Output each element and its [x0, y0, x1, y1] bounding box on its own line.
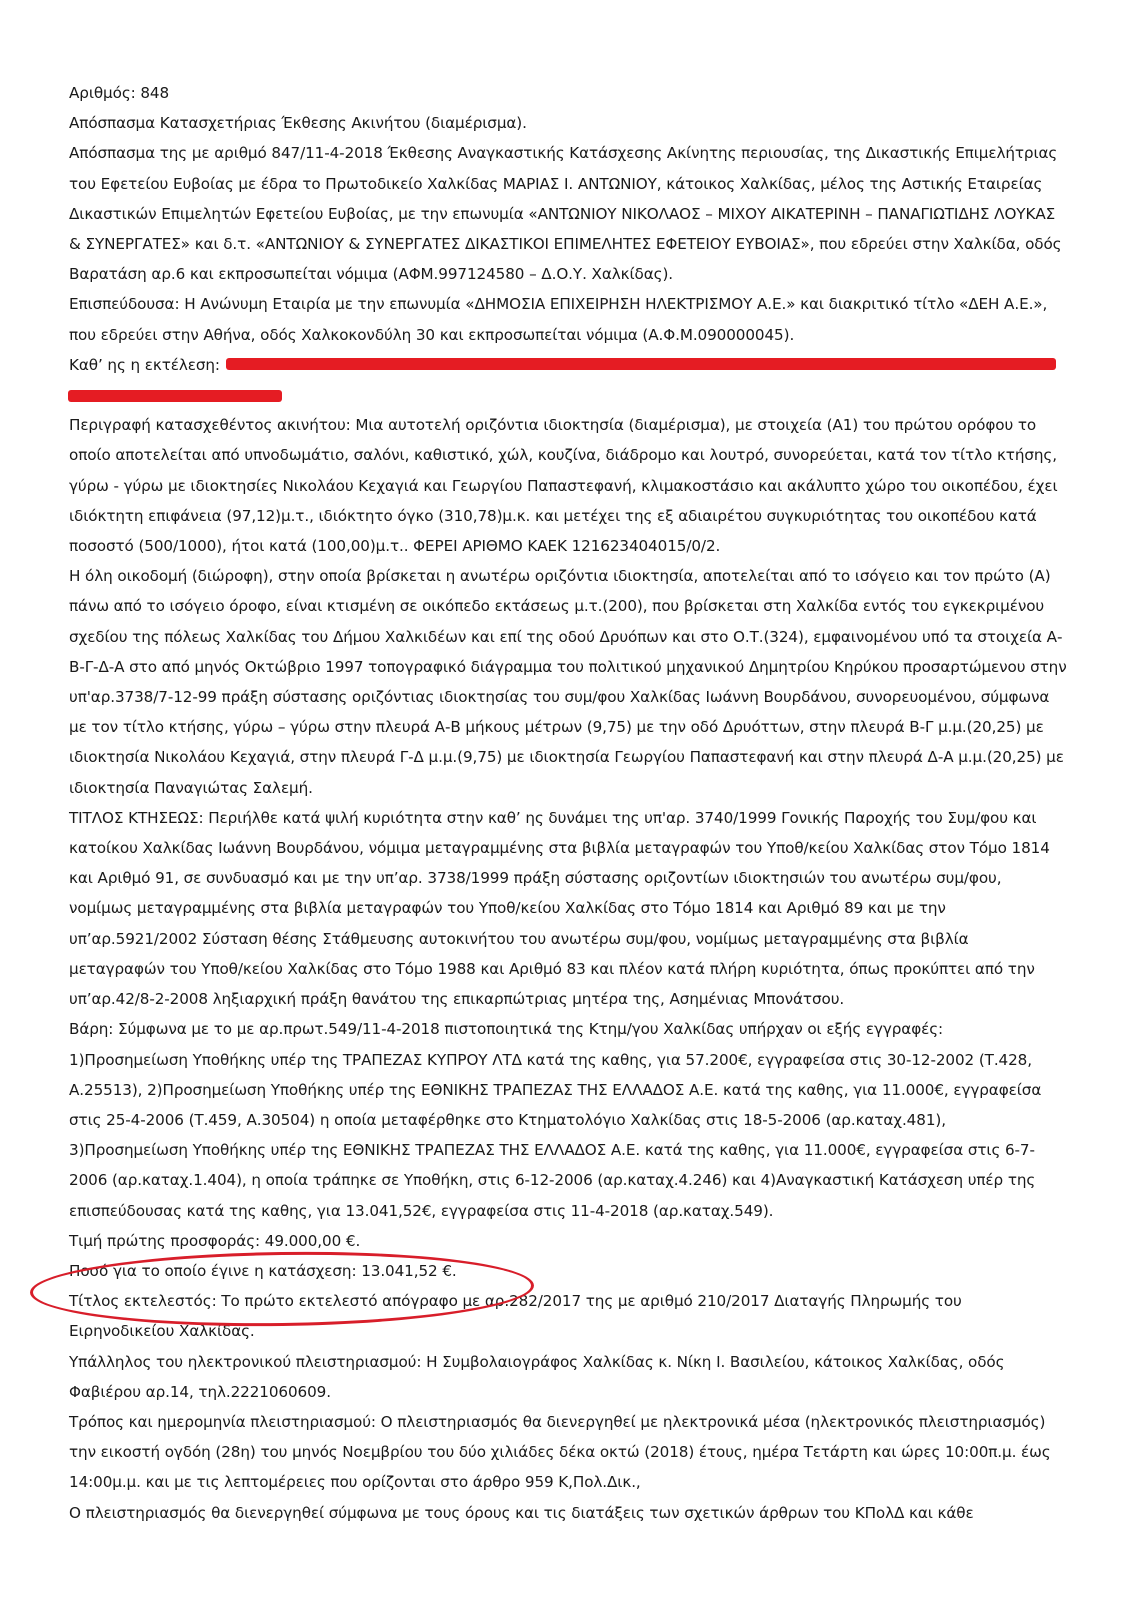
- auction-officer: Υπάλληλος του ηλεκτρονικού πλειστηριασμού: Η Συμβολαιογράφος Χαλκίδας κ. Νίκη Ι. Βασιλείου, κάτοικος Χαλκίδας, οδός Φαβιέρου αρ.14, τηλ.2221060609.: [69, 1352, 1005, 1401]
- title-deed-paragraph: ΤΙΤΛΟΣ ΚΤΗΣΕΩΣ: Περιήλθε κατά ψιλή κυριότητα στην καθ’ ης δυνάμει της υπ'αρ. 3740/1999 Γονικής Παροχής του Συμ/φου και κατοίκου Χαλκίδας Ιωάννη Βουρδάνου, νόμιμα μεταγραμμένης στα βιβλία μεταγραφών του Υποθ/κείου Χαλκίδας στον Τόμο 1814 και Αριθμό 91, σε συνδυασμό και με την υπ’αρ. 3738/1999 πράξη σύστασης οριζοντίων ιδιοκτησιών του ανωτέρω συμ/φου, νομίμως μεταγραμμένης στα βιβλία μεταγραφών του Υποθ/κείου Χαλκίδας στο Τόμο 1814 και Αριθμό 89 και με την υπ’αρ.5921/2002 Σύσταση θέσης Στάθμευσης αυτοκινήτου του ανωτέρω συμ/φου, νομίμως μεταγραμμένης στα βιβλία μεταγραφών του Υποθ/κείου Χαλκίδας στο Τόμο 1988 και Αριθμό 83 και πλέον κατά πλήρη κυριότητα, όπως προκύπτει από την υπ’αρ.42/8-2-2008 ληξιαρχική πράξη θανάτου της επικαρπώτριας μητέρα της, Ασημένιας Μπονάτσου.: [69, 808, 1050, 1009]
- document-body: [69, 78, 1069, 1528]
- document-number: Αριθμός: 848: [69, 84, 170, 102]
- document-title: Απόσπασμα Κατασχετήριας Έκθεσης Ακινήτου (διαμέρισμα).: [69, 114, 527, 133]
- petitioner-paragraph: Επισπεύδουσα: Η Ανώνυμη Εταιρία με την επωνυμία «ΔΗΜΟΣΙΑ ΕΠΙΧΕΙΡΗΣΗ ΗΛΕΚΤΡΙΣΜΟΥ Α.Ε.» και διακριτικό τίτλο «ΔΕΗ Α.Ε.», που εδρεύει στην Αθήνα, οδός Χαλκοκονδύλη 30 και εκπροσωπείται νόμιμα (Α.Φ.Μ.090000045).: [69, 295, 1048, 344]
- enforcement-title: Τίτλος εκτελεστός: Το πρώτο εκτελεστό απόγραφο με αρ.282/2017 της με αριθμό 210/2017 Διαταγής Πληρωμής του Ειρηνοδικείου Χαλκίδας.: [69, 1292, 962, 1341]
- redaction-bar: [226, 358, 1056, 370]
- seizure-amount: Ποσό για το οποίο έγινε η κατάσχεση: 13.041,52 €.: [69, 1261, 457, 1280]
- description-paragraph: Περιγραφή κατασχεθέντος ακινήτου: Μια αυτοτελή οριζόντια ιδιοκτησία (διαμέρισμα), με στοιχεία (Α1) του πρώτου ορόφου το οποίο αποτελείται από υπνοδωμάτιο, σαλόνι, καθιστικό, χώλ, κουζίνα, διάδρομο και λουτρό, συνορεύεται, κατά τον τίτλο κτήσης, γύρω - γύρω με ιδιοκτησίες Νικολάου Κεχαγιά και Γεωργίου Παπαστεφανή, κλιμακοστάσιο και ακάλυπτο χώρο του οικοπέδου, έχει ιδιόκτητη επιφάνεια (97,12)μ.τ., ιδιόκτητο όγκο (310,78)μ.κ. και μετέχει της εξ αδιαιρέτου συγκυριότητας του οικοπέδου κατά ποσοστό (500/1000), ήτοι κατά (100,00)μ.τ.. ΦΕΡΕΙ ΑΡΙΘΜΟ ΚΑΕΚ 121623404015/0/2.: [69, 416, 1058, 556]
- building-paragraph: Η όλη οικοδομή (διώροφη), στην οποία βρίσκεται η ανωτέρω οριζόντια ιδιοκτησία, αποτελείται από το ισόγειο και τον πρώτο (Α) πάνω από το ισόγειο όροφο, είναι κτισμένη σε οικόπεδο εκτάσεως μ.τ.(200), που βρίσκεται στη Χαλκίδα εντός του εγκεκριμένου σχεδίου της πόλεως Χαλκίδας του Δήμου Χαλκιδέων και επί της οδού Δρυόπων και στο Ο.Τ.(324), εμφαινομένου υπό τα στοιχεία Α-Β-Γ-Δ-Α στο από μηνός Οκτώβριο 1997 τοπογραφικό διάγραμμα του πολιτικού μηχανικού Δημητρίου Κηρύκου προσαρτώμενου στην υπ'αρ.3738/7-12-99 πράξη σύστασης οριζόντιας ιδιοκτησίας του συμ/φου Χαλκίδας Ιωάννη Βουρδάνου, συνορευομένου, σύμφωνα με τον τίτλο κτήσης, γύρω – γύρω στην πλευρά Α-Β μήκους μέτρων (9,75) με την οδό Δρυόττων, στην πλευρά Β-Γ μ.μ.(20,25) με ιδιοκτησία Νικολάου Κεχαγιά, στην πλευρά Γ-Δ μ.μ.(9,75) με ιδιοκτησία Γεωργίου Παπαστεφανή και στην πλευρά Δ-Α μ.μ.(20,25) με ιδιοκτησία Παναγιώτας Σαλεμή.: [69, 567, 1067, 797]
- encumbrances-1-2: 1)Προσημείωση Υποθήκης υπέρ της ΤΡΑΠΕΖΑΣ ΚΥΠΡΟΥ ΛΤΔ κατά της καθης, για 57.200€, εγγραφείσα στις 30-12-2002 (Τ.428, Α.25513), 2)Προσημείωση Υποθήκης υπέρ της ΕΘΝΙΚΗΣ ΤΡΑΠΕΖΑΣ ΤΗΣ ΕΛΛΑΔΟΣ Α.Ε. κατά της καθης, για 11.000€, εγγραφείσα στις 25-4-2006 (Τ.459, Α.30504) η οποία μεταφέρθηκε στο Κτηματολόγιο Χαλκίδας στις 18-5-2006 (αρ.καταχ.481),: [69, 1050, 1042, 1129]
- encumbrances-3-4: 3)Προσημείωση Υποθήκης υπέρ της ΕΘΝΙΚΗΣ ΤΡΑΠΕΖΑΣ ΤΗΣ ΕΛΛΑΔΟΣ Α.Ε. κατά της καθης, για 11.000€, εγγραφείσα στις 6-7-2006 (αρ.καταχ.1.404), η οποία τράπηκε σε Υποθήκη, στις 6-12-2006 (αρ.καταχ.4.246) και 4)Αναγκαστική Κατάσχεση υπέρ της επισπεύδουσας κατά της καθης, για 13.041,52€, εγγραφείσα στις 11-4-2018 (αρ.καταχ.549).: [69, 1141, 1036, 1220]
- auction-method: Τρόπος και ημερομηνία πλειστηριασμού: Ο πλειστηριασμός θα διενεργηθεί με ηλεκτρονικά μέσα (ηλεκτρονικός πλειστηριασμός) την εικοστή ογδόη (28η) του μηνός Νοεμβρίου του δύο χιλιάδες δέκα οκτώ (2018) έτους, ημέρα Τετάρτη και ώρες 10:00π.μ. έως 14:00μ.μ. και με τις λεπτομέρειες που ορίζονται στο άρθρο 959 Κ,Πολ.Δικ.,: [69, 1412, 1051, 1492]
- against-label: Καθ’ ης η εκτέλεση:: [69, 355, 220, 374]
- redaction-bar: [68, 390, 282, 402]
- intro-paragraph: Απόσπασμα της με αριθμό 847/11-4-2018 Έκθεσης Αναγκαστικής Κατάσχεσης Ακίνητης περιουσίας, της Δικαστικής Επιμελήτριας του Εφετείου Ευβοίας με έδρα το Πρωτοδικείο Χαλκίδας ΜΑΡΙΑΣ Ι. ΑΝΤΩΝΙΟΥ, κάτοικος Χαλκίδας, μέλος της Αστικής Εταιρείας Δικαστικών Επιμελητών Εφετείου Ευβοίας, με την επωνυμία «ΑΝΤΩΝΙΟΥ ΝΙΚΟΛΑΟΣ – ΜΙΧΟΥ ΑΙΚΑΤΕΡΙΝΗ – ΠΑΝΑΓΙΩΤΙΔΗΣ ΛΟΥΚΑΣ & ΣΥΝΕΡΓΑΤΕΣ» και δ.τ. «ΑΝΤΩΝΙΟΥ & ΣΥΝΕΡΓΑΤΕΣ ΔΙΚΑΣΤΙΚΟΙ ΕΠΙΜΕΛΗΤΕΣ ΕΦΕΤΕΙΟΥ ΕΥΒΟΙΑΣ», που εδρεύει στην Χαλκίδα, οδός Βαρατάση αρ.6 και εκπροσωπείται νόμιμα (ΑΦΜ.997124580 – Δ.Ο.Υ. Χαλκίδας).: [69, 144, 1062, 284]
- auction-terms: Ο πλειστηριασμός θα διενεργηθεί σύμφωνα με τους όρους και τις διατάξεις των σχετικών άρθρων του ΚΠολΔ και κάθε: [69, 1503, 974, 1522]
- encumbrances-heading: Βάρη: Σύμφωνα με το με αρ.πρωτ.549/11-4-2018 πιστοποιητικά της Κτημ/γου Χαλκίδας υπήρχαν οι εξής εγγραφές:: [69, 1020, 944, 1039]
- first-offer-price: Τιμή πρώτης προσφοράς: 49.000,00 €.: [69, 1231, 361, 1250]
